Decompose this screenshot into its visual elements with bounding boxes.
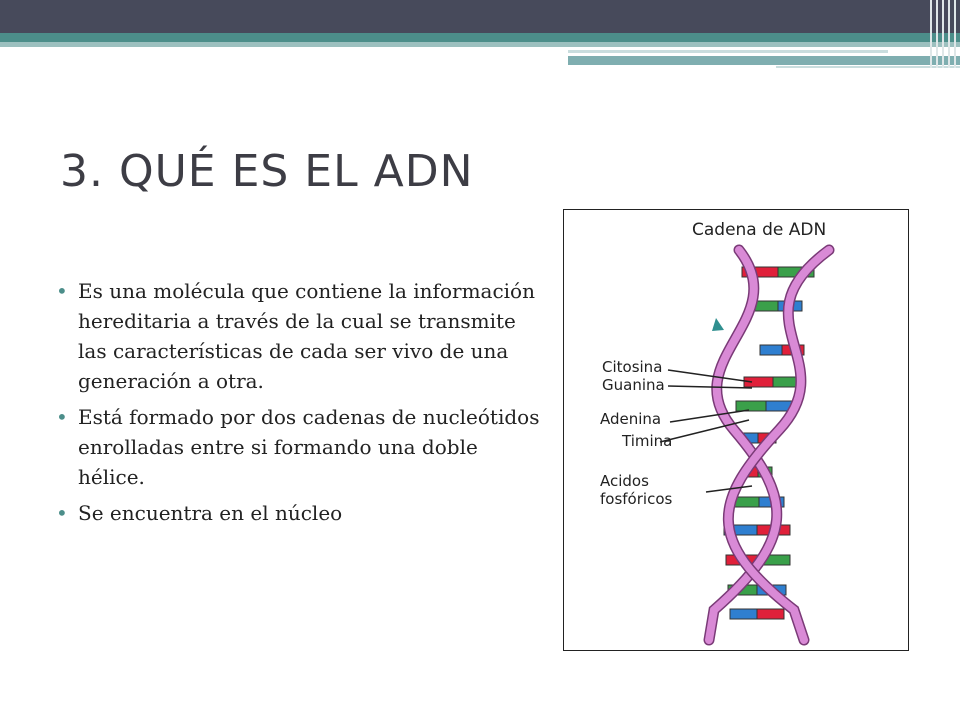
label-acidos: Acidos xyxy=(600,472,649,490)
bullet-item xyxy=(56,402,546,492)
bullet-text: Está formado por dos cadenas de nucleótidos enrolladas entre si formando una doble hélice. xyxy=(78,405,540,489)
dna-helix-illustration xyxy=(564,210,908,650)
figure-title: Cadena de ADN xyxy=(692,220,827,240)
header-accent-line xyxy=(568,50,888,53)
bullet-icon: • xyxy=(56,405,68,429)
bullet-icon: • xyxy=(56,279,68,303)
base-pair-half xyxy=(730,609,757,619)
label-fosforicos: fosfóricos xyxy=(600,490,673,508)
label-citosina: Citosina xyxy=(602,358,663,376)
header-dark-bar xyxy=(0,0,960,33)
header-light-band xyxy=(0,42,960,47)
bullet-text: Es una molécula que contiene la información hereditaria a través de la cual se transmite las características de cada ser vivo de una generación a otra. xyxy=(78,279,535,393)
base-pair-half xyxy=(760,345,782,355)
bullet-icon: • xyxy=(56,501,68,525)
bullet-text: Se encuentra en el núcleo xyxy=(78,501,343,525)
dna-figure xyxy=(563,209,909,651)
label-timina: Timina xyxy=(622,432,673,450)
slide-title: 3. QUÉ ES EL ADN xyxy=(60,146,474,197)
bullet-list xyxy=(56,276,546,534)
base-pair-half xyxy=(734,497,759,507)
base-pair-half xyxy=(757,609,784,619)
label-guanina: Guanina xyxy=(602,376,665,394)
base-pair-half xyxy=(736,401,766,411)
bullet-item xyxy=(56,498,546,528)
header-teal-band xyxy=(0,33,960,42)
label-adenina: Adenina xyxy=(600,410,662,428)
header-accent-line xyxy=(568,56,960,65)
header-edge-stripes xyxy=(926,0,960,68)
bullet-item xyxy=(56,276,546,396)
pointer-icon xyxy=(712,318,724,331)
